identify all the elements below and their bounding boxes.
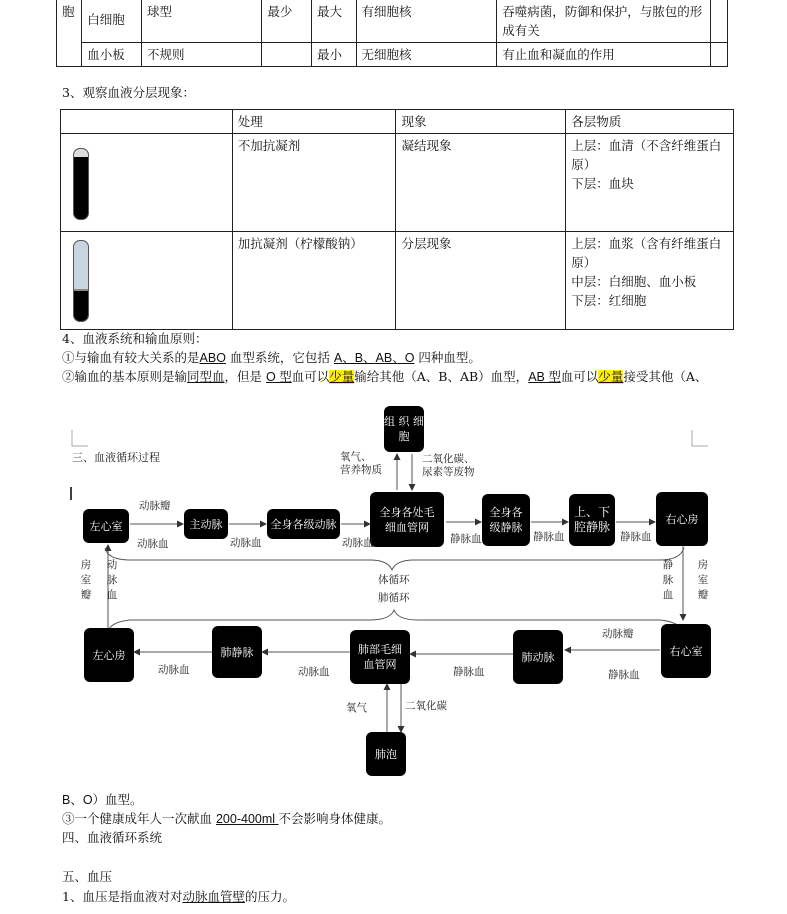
table1-cell-nucleus: 有细胞核 [356,0,497,43]
table2-treatment: 加抗凝剂（柠檬酸钠） [232,232,396,330]
table1-cell-name: 白细胞 [82,0,142,43]
donation-line: ③一个健康成年人一次献血 200-400ml 不会影响身体健康。 [62,811,392,826]
label-venous-blood: 静脉血 [453,666,485,678]
layer-text: 下层：血块 [571,176,634,191]
label-co2-waste: 二氧化碳、 尿素等废物 [422,453,475,478]
layer-text: 上层：血浆（含有纤维蛋白原） [571,236,722,270]
box-pulmonary-vein: 肺静脉 [212,626,262,678]
table2-header: 现象 [396,110,566,134]
table2-header: 处理 [232,110,396,134]
label-oxygen-nutrients: 氧气、 营养物质 [340,451,382,476]
box-aorta: 主动脉 [184,509,228,539]
label-arterial-left: 动脉血 [106,559,118,601]
table1-cell-nucleus: 无细胞核 [356,43,497,67]
table1-cell-count: 最少 [262,0,312,43]
section-circulation-heading: 四、血液循环系统 [62,830,163,845]
label-av-valve-right: 房室瓣 [697,559,709,601]
label-venous-blood: 静脉血 [608,669,640,681]
layer-text: 上层：血清（不含纤维蛋白原） [571,138,722,172]
box-vena-cava: 上、下腔静脉 [569,494,615,546]
table1-cell-shape: 球型 [142,0,262,43]
box-veins: 全身各级静脉 [482,494,530,546]
table1-cell-name: 血小板 [82,43,142,67]
layer-text: 中层：白细胞、血小板 [571,274,697,289]
label-arterial-valve: 动脉瓣 [139,500,171,512]
label-systemic-circulation: 体循环 [378,574,410,586]
section-blood-pressure-heading: 五、血压 [62,869,113,884]
blood-type-continuation: B、O）血型。 [62,793,143,807]
box-left-ventricle: 左心室 [83,509,129,543]
box-left-atrium: 左心房 [84,628,134,682]
box-lung-capillaries: 肺部毛细血管网 [350,630,410,684]
box-pulmonary-artery: 肺动脉 [513,630,563,684]
label-venous-right: 静脉血 [662,559,674,601]
blood-pressure-definition: 1、血压是指血液对对动脉血管壁的压力。 [62,889,295,904]
section4-line2: ②输血的基本原则是输同型血，但是 O 型血可以少量输给其他（A、B、AB）血型，AB 型血可以少量接受其他（A、 [62,369,708,384]
layer-text: 下层：红细胞 [571,293,647,308]
label-av-valve-left: 房室瓣 [80,559,92,601]
label-venous-blood: 静脉血 [450,533,482,545]
label-arterial-blood: 动脉血 [230,537,262,549]
diagram-title: 三、血液循环过程 [72,451,160,464]
label-pulmonary-circulation: 肺循环 [378,592,410,604]
label-oxygen: 氧气 [346,702,367,714]
table2-phenomenon: 凝结现象 [396,134,566,232]
box-alveoli: 肺泡 [366,732,406,776]
section4-line1: ①与输血有较大关系的是ABO 血型系统，它包括 A、B、AB、O 四种血型。 [62,350,481,365]
table2-header: 各层物质 [566,110,734,134]
box-capillaries: 全身各处毛细血管网 [370,492,444,547]
table1-cell-category: 胞 [57,0,82,67]
table1-cell-size: 最小 [312,43,357,67]
table1-cell-shape: 不规则 [142,43,262,67]
table1-cell-function: 吞噬病菌，防御和保护，与脓包的形成有关 [497,0,711,43]
label-arterial-blood: 动脉血 [158,664,190,676]
box-tissue-cells: 组 织 细胞 [384,406,424,452]
box-right-atrium: 右心房 [656,492,708,546]
box-right-ventricle: 右心室 [661,624,711,678]
label-venous-blood: 静脉血 [620,531,652,543]
label-arterial-blood: 动脉血 [137,538,169,550]
section3-title: 3、观察血液分层现象： [62,85,195,100]
section4-title: 4、血液系统和输血原则： [62,331,208,346]
table2-treatment: 不加抗凝剂 [232,134,396,232]
table2-phenomenon: 分层现象 [396,232,566,330]
label-arterial-valve: 动脉瓣 [602,628,634,640]
label-arterial-blood: 动脉血 [298,666,330,678]
table1-cell-function: 有止血和凝血的作用 [497,43,711,67]
label-co2: 二氧化碳 [405,700,447,712]
label-arterial-blood: 动脉血 [342,537,374,549]
table1-cell-size: 最大 [312,0,357,43]
label-venous-blood: 静脉血 [533,531,565,543]
box-arteries: 全身各级动脉 [267,509,340,539]
